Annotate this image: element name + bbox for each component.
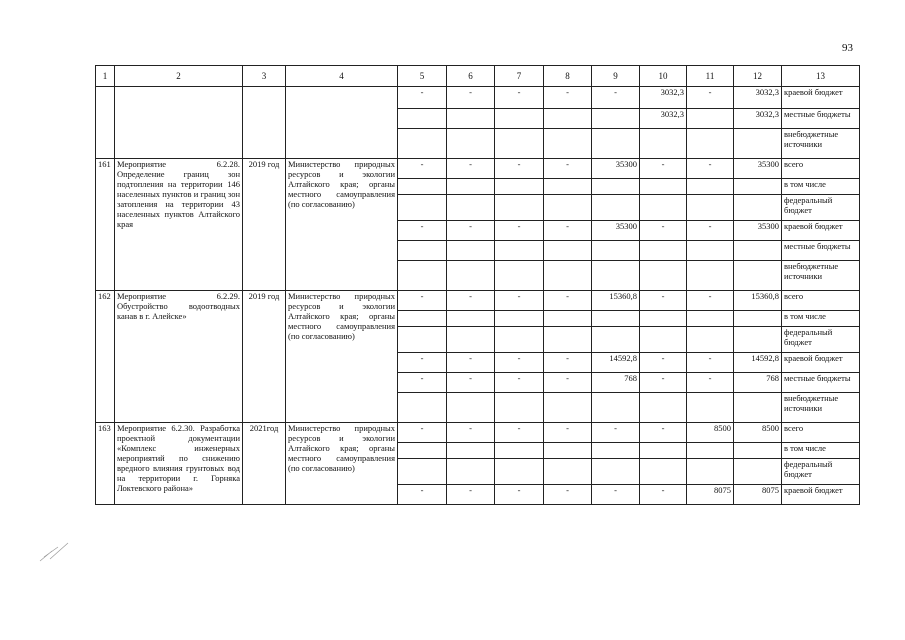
table-row [96, 87, 860, 109]
value-cell [398, 459, 447, 485]
continued-exec-cell [286, 87, 398, 159]
value-cell: - [544, 373, 592, 393]
value-cell [687, 327, 734, 353]
value-cell [544, 327, 592, 353]
value-cell [640, 261, 687, 291]
value-cell [687, 179, 734, 195]
value-cell: 15360,8 [734, 291, 782, 311]
activity-year: 2021год [243, 423, 286, 505]
value-cell [734, 459, 782, 485]
value-cell: 3032,3 [640, 109, 687, 129]
value-cell [447, 311, 495, 327]
value-cell [640, 393, 687, 423]
value-cell: - [640, 373, 687, 393]
value-cell: 14592,8 [734, 353, 782, 373]
value-cell [687, 261, 734, 291]
value-cell [640, 241, 687, 261]
value-cell: 35300 [592, 221, 640, 241]
value-cell [592, 327, 640, 353]
header-cell: 13 [782, 66, 860, 87]
value-cell: - [687, 87, 734, 109]
header-cell: 9 [592, 66, 640, 87]
value-cell [592, 179, 640, 195]
continued-name-cell [115, 87, 243, 159]
value-cell: - [447, 423, 495, 443]
header-cell: 8 [544, 66, 592, 87]
continued-year-cell [243, 87, 286, 159]
funding-source-regional: краевой бюджет [782, 221, 860, 241]
value-cell [734, 129, 782, 159]
funding-source-total: всего [782, 159, 860, 179]
value-cell [640, 179, 687, 195]
value-cell [544, 311, 592, 327]
funding-source-total: всего [782, 291, 860, 311]
header-cell: 11 [687, 66, 734, 87]
value-cell: - [544, 159, 592, 179]
value-cell [447, 261, 495, 291]
value-cell [734, 241, 782, 261]
value-cell: - [398, 159, 447, 179]
value-cell [447, 129, 495, 159]
value-cell [592, 195, 640, 221]
value-cell: - [495, 353, 544, 373]
value-cell [398, 195, 447, 221]
value-cell [544, 241, 592, 261]
value-cell: - [544, 87, 592, 109]
value-cell [687, 459, 734, 485]
value-cell [592, 311, 640, 327]
funding-source-federal: федеральный бюджет [782, 195, 860, 221]
value-cell [640, 195, 687, 221]
value-cell [544, 195, 592, 221]
value-cell [398, 109, 447, 129]
value-cell [544, 393, 592, 423]
value-cell: - [592, 87, 640, 109]
executor: Министерство природных ресурсов и экологии Алтайского края; органы местного самоуправления (по согласованию) [286, 159, 398, 291]
value-cell: 35300 [734, 221, 782, 241]
value-cell: - [398, 87, 447, 109]
value-cell [687, 393, 734, 423]
value-cell [447, 327, 495, 353]
value-cell: - [544, 353, 592, 373]
value-cell: - [398, 291, 447, 311]
value-cell: - [640, 423, 687, 443]
executor: Министерство природных ресурсов и экологии Алтайского края; органы местного самоуправления (по согласованию) [286, 423, 398, 505]
value-cell [592, 393, 640, 423]
value-cell [544, 443, 592, 459]
activity-year: 2019 год [243, 291, 286, 423]
value-cell [687, 311, 734, 327]
funding-source-regional: краевой бюджет [782, 353, 860, 373]
value-cell: - [495, 291, 544, 311]
value-cell: - [495, 373, 544, 393]
value-cell [640, 443, 687, 459]
value-cell: - [544, 485, 592, 505]
value-cell: - [398, 423, 447, 443]
value-cell: - [495, 87, 544, 109]
funding-source-incl: в том числе [782, 311, 860, 327]
value-cell [495, 443, 544, 459]
budget-table [95, 65, 860, 505]
value-cell: - [544, 423, 592, 443]
funding-source-regional: краевой бюджет [782, 485, 860, 505]
row-number: 163 [96, 423, 115, 505]
table-row [96, 159, 860, 179]
value-cell [447, 241, 495, 261]
value-cell: - [398, 373, 447, 393]
row-number: 161 [96, 159, 115, 291]
value-cell: - [447, 221, 495, 241]
value-cell [398, 393, 447, 423]
value-cell: - [687, 353, 734, 373]
value-cell [495, 179, 544, 195]
activity-name: Мероприятие 6.2.30. Разработка проектной документации «Комплекс инженерных мероприятий по снижению вредного влияния грунтовых вод на территории г. Горняка Локтевского района» [115, 423, 243, 505]
value-cell [495, 459, 544, 485]
header-row [96, 66, 860, 87]
value-cell: - [592, 423, 640, 443]
funding-source-offbudget: внебюджетные источники [782, 393, 860, 423]
funding-source-offbudget: внебюджетные источники [782, 261, 860, 291]
header-cell: 7 [495, 66, 544, 87]
value-cell [640, 311, 687, 327]
value-cell: 768 [592, 373, 640, 393]
value-cell: - [687, 291, 734, 311]
value-cell: - [447, 87, 495, 109]
value-cell: - [447, 373, 495, 393]
value-cell: - [640, 353, 687, 373]
value-cell [734, 327, 782, 353]
value-cell [447, 393, 495, 423]
value-cell [398, 241, 447, 261]
value-cell [398, 261, 447, 291]
value-cell: 35300 [592, 159, 640, 179]
value-cell [495, 195, 544, 221]
value-cell: - [640, 159, 687, 179]
value-cell [592, 443, 640, 459]
funding-source-federal: федеральный бюджет [782, 459, 860, 485]
value-cell [495, 241, 544, 261]
value-cell [734, 443, 782, 459]
value-cell [398, 443, 447, 459]
value-cell: 15360,8 [592, 291, 640, 311]
value-cell [687, 443, 734, 459]
value-cell [734, 195, 782, 221]
funding-source-local: местные бюджеты [782, 241, 860, 261]
value-cell [640, 327, 687, 353]
funding-source-federal: федеральный бюджет [782, 327, 860, 353]
value-cell: 3032,3 [734, 109, 782, 129]
value-cell [447, 179, 495, 195]
value-cell: - [447, 159, 495, 179]
value-cell [734, 393, 782, 423]
value-cell: - [495, 485, 544, 505]
value-cell: - [640, 291, 687, 311]
value-cell: 3032,3 [640, 87, 687, 109]
value-cell: - [398, 353, 447, 373]
value-cell [687, 241, 734, 261]
continued-no-cell [96, 87, 115, 159]
funding-source-local: местные бюджеты [782, 109, 860, 129]
value-cell: - [687, 373, 734, 393]
funding-source-regional: краевой бюджет [782, 87, 860, 109]
value-cell: - [495, 423, 544, 443]
value-cell [495, 393, 544, 423]
value-cell [495, 311, 544, 327]
value-cell [687, 109, 734, 129]
table-row [96, 291, 860, 311]
funding-source-local: местные бюджеты [782, 373, 860, 393]
value-cell [544, 109, 592, 129]
value-cell: - [687, 159, 734, 179]
table-row [96, 423, 860, 443]
header-cell: 12 [734, 66, 782, 87]
value-cell: 35300 [734, 159, 782, 179]
value-cell [734, 311, 782, 327]
value-cell [592, 459, 640, 485]
value-cell: - [495, 159, 544, 179]
value-cell [495, 129, 544, 159]
funding-source-incl: в том числе [782, 179, 860, 195]
value-cell: - [544, 291, 592, 311]
value-cell [447, 459, 495, 485]
value-cell: - [640, 485, 687, 505]
value-cell [447, 443, 495, 459]
value-cell [544, 261, 592, 291]
value-cell: 8500 [734, 423, 782, 443]
value-cell [687, 195, 734, 221]
value-cell: - [495, 221, 544, 241]
value-cell: 14592,8 [592, 353, 640, 373]
header-cell: 3 [243, 66, 286, 87]
value-cell [398, 327, 447, 353]
value-cell [592, 241, 640, 261]
value-cell [640, 459, 687, 485]
header-cell: 2 [115, 66, 243, 87]
margin-scribble [38, 535, 78, 567]
activity-name: Мероприятие 6.2.28. Определение границ зон подтопления на территории 146 населенных пунктов и границ зон затопления на территории 43 населенных пунктов Алтайского края [115, 159, 243, 291]
value-cell [687, 129, 734, 159]
value-cell [592, 129, 640, 159]
page-number: 93 [842, 42, 853, 54]
value-cell [734, 179, 782, 195]
header-cell: 6 [447, 66, 495, 87]
value-cell: 768 [734, 373, 782, 393]
value-cell: - [640, 221, 687, 241]
value-cell [495, 261, 544, 291]
value-cell [640, 129, 687, 159]
header-cell: 4 [286, 66, 398, 87]
header-cell: 10 [640, 66, 687, 87]
value-cell [447, 109, 495, 129]
row-number: 162 [96, 291, 115, 423]
value-cell [592, 109, 640, 129]
value-cell: - [398, 221, 447, 241]
value-cell: - [447, 485, 495, 505]
activity-name: Мероприятие 6.2.29. Обустройство водоотводных канав в г. Алейске» [115, 291, 243, 423]
value-cell [544, 129, 592, 159]
value-cell: - [544, 221, 592, 241]
value-cell: - [687, 221, 734, 241]
value-cell: 8075 [734, 485, 782, 505]
value-cell: 8075 [687, 485, 734, 505]
funding-source-incl: в том числе [782, 443, 860, 459]
header-cell: 5 [398, 66, 447, 87]
value-cell [495, 109, 544, 129]
value-cell: - [447, 353, 495, 373]
value-cell: - [592, 485, 640, 505]
value-cell [592, 261, 640, 291]
value-cell [447, 195, 495, 221]
activity-year: 2019 год [243, 159, 286, 291]
value-cell [398, 311, 447, 327]
executor: Министерство природных ресурсов и экологии Алтайского края; органы местного самоуправления (по согласованию) [286, 291, 398, 423]
value-cell [398, 179, 447, 195]
value-cell: 3032,3 [734, 87, 782, 109]
value-cell [544, 459, 592, 485]
value-cell: 8500 [687, 423, 734, 443]
funding-source-offbudget: внебюджетные источники [782, 129, 860, 159]
value-cell [398, 129, 447, 159]
value-cell: - [447, 291, 495, 311]
value-cell: - [398, 485, 447, 505]
value-cell [495, 327, 544, 353]
value-cell [544, 179, 592, 195]
value-cell [734, 261, 782, 291]
header-cell: 1 [96, 66, 115, 87]
funding-source-total: всего [782, 423, 860, 443]
